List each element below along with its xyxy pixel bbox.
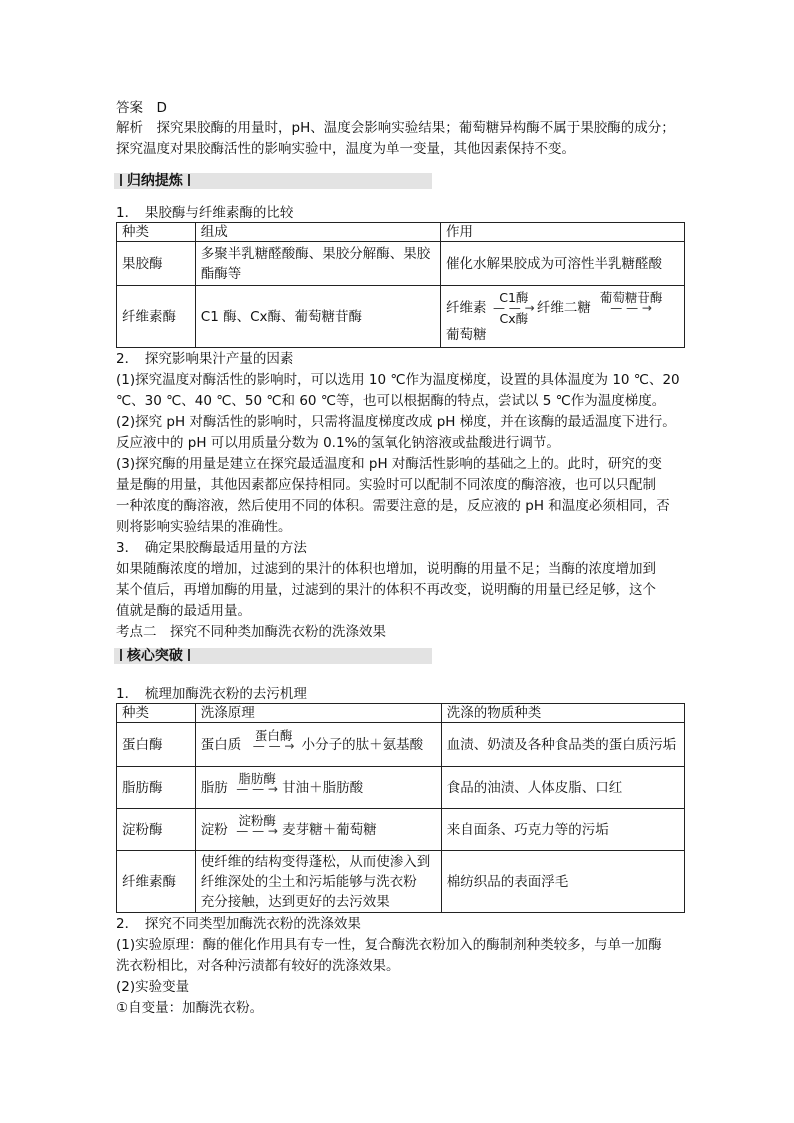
table-cell [441,286,685,348]
section-bar-icon [188,649,190,661]
arrow-label: 脂肪酶 [238,770,276,786]
arrow-label: C1酶 [499,289,529,305]
table-header-row [117,704,685,723]
analysis-line: 探究温度对果胶酶活性的影响实验中，温度为单一变量，其他因素保持不变。 [116,141,575,157]
arrow-label: Cx酶 [499,310,529,326]
reaction-term: 纤维二糖 [536,299,591,316]
item-title: 2． 探究不同类型加酶洗衣粉的洗涤效果 [116,916,361,932]
paragraph-line: 某个值后，再增加酶的用量，过滤到的果汁的体积不再改变，说明酶的用量已经足够，这个 [116,582,656,598]
paragraph-line: 则将影响实验结果的准确性。 [116,519,292,535]
reaction-term: 葡萄糖 [446,326,487,343]
item-title: 3． 确定果胶酶最适用量的方法 [116,540,307,556]
section-bar-icon [188,174,190,186]
table-cell: 蛋白酶 [117,723,196,767]
arrow-icon: — — → [492,300,535,315]
arrow-label: 淀粉酶 [238,812,276,828]
table-cell: 淀粉酶 [117,809,196,851]
table-header-cell: 洗涤原理 [195,704,441,723]
table-cell [195,809,441,851]
arrow-icon: — — → [236,781,278,796]
paragraph-line: (2)实验变量 [116,979,190,995]
arrow-icon: — — → [236,823,278,838]
arrow-icon: — — → [252,738,295,753]
paragraph-line: (1)探究温度对酶活性的影响时，可以选用 10 ℃作为温度梯度，设置的具体温度为 10 ℃、20 [116,372,680,388]
item-title: 1． 果胶酶与纤维素酶的比较 [116,205,294,221]
section-title: 核心突破 [126,648,183,664]
section-header-summary [114,173,432,189]
arrow-icon: — — → [610,300,652,315]
table-cell: 食品的油渍、人体皮脂、口红 [441,767,684,809]
paragraph-line: (1)实验原理：酶的催化作用具有专一性，复合酶洗衣粉加入的酶制剂种类较多，与单一加酶 [116,937,662,953]
table-cell: 催化水解果胶成为可溶性半乳糖醛酸 [441,242,685,286]
paragraph-line: 一种浓度的酶溶液，然后使用不同的体积。需要注意的是，反应液的 pH 和温度必须相同，否 [116,498,670,514]
cell-text: 多聚半乳糖醛酸酶、果胶分解酶、果胶 [200,245,431,262]
table-header-cell: 洗涤的物质种类 [441,704,684,723]
reaction-term: 脂肪 [200,779,228,796]
paragraph-line: (2)探究 pH 对酶活性的影响时，只需将温度梯度改成 pH 梯度，并在该酶的最适温度下进行。 [116,414,676,430]
table-header-cell: 作用 [441,223,685,242]
paragraph-line: (3)探究酶的用量是建立在探究最适温度和 pH 对酶活性影响的基础之上的。此时，研究的变 [116,456,662,472]
reaction-term: 麦芽糖＋葡萄糖 [282,821,377,838]
reaction-arrow [232,770,282,796]
table-header-cell: 组成 [195,223,440,242]
table-header-row [117,223,685,242]
cell-text: 使纤维的结构变得蓬松，从而使渗入到 [200,853,431,870]
arrow-label: 葡萄糖苷酶 [599,289,663,305]
paragraph-line: ℃、30 ℃、40 ℃、50 ℃和 60 ℃等，也可以根据酶的特点，尝试以 5 ℃作为温度梯度。 [116,393,666,409]
table-row [117,851,685,913]
item-title: 1． 梳理加酶洗衣粉的去污机理 [116,686,307,702]
detergent-mechanism-table [116,703,685,913]
point-heading: 考点二 探究不同种类加酶洗衣粉的洗涤效果 [116,624,386,640]
section-header-core [114,648,432,664]
table-row [117,242,685,286]
table-header-cell: 种类 [117,223,196,242]
table-cell: 纤维素酶 [117,851,196,913]
cell-text: 纤维深处的尘土和污垢能够与洗衣粉 [200,873,417,890]
cell-text: 充分接触，达到更好的去污效果 [200,893,390,910]
table-row [117,723,685,767]
table-cell: C1 酶、Cx酶、葡萄糖苷酶 [195,286,440,348]
reaction-term: 小分子的肽＋氨基酸 [301,736,424,753]
table-cell: 纤维素酶 [117,286,196,348]
arrow-label: 蛋白酶 [254,727,293,743]
paragraph-line: 量是酶的用量，其他因素都应保持相同。实验时可以配制不同浓度的酶溶液，也可以只配制 [116,477,656,493]
cell-text: 酯酶等 [200,265,242,282]
analysis-line: 解析 探究果胶酶的用量时，pH、温度会影响实验结果；葡萄糖异构酶不属于果胶酶的成分； [116,120,675,136]
section-title: 归纳提炼 [126,173,183,189]
table-cell [195,242,440,286]
paragraph-line: 洗衣粉相比，对各种污渍都有较好的洗涤效果。 [116,958,400,974]
paragraph-line: ①自变量：加酶洗衣粉。 [116,1000,264,1016]
reaction-arrow [246,727,302,753]
reaction-arrow [491,291,537,325]
table-header-cell: 种类 [117,704,196,723]
table-cell: 棉纺织品的表面浮毛 [441,851,684,913]
enzyme-comparison-table [116,222,685,348]
item-title: 2． 探究影响果汁产量的因素 [116,351,294,367]
reaction-term: 甘油＋脂肪酸 [282,779,364,796]
table-cell [195,723,441,767]
reaction-term: 蛋白质 [200,736,242,753]
reaction-term: 纤维素 [446,299,487,316]
table-cell [195,851,441,913]
section-bar-icon [120,649,122,661]
table-cell: 来自面条、巧克力等的污垢 [441,809,684,851]
section-bar-icon [120,174,122,186]
table-row [117,809,685,851]
answer-label: 答案 D [116,100,167,116]
paragraph-line: 反应液中的 pH 可以用质量分数为 0.1%的氢氧化钠溶液或盐酸进行调节。 [116,435,560,451]
reaction-arrow [232,812,282,838]
paragraph-line: 如果随酶浓度的增加，过滤到的果汁的体积也增加，说明酶的用量不足；当酶的浓度增加到 [116,561,656,577]
table-cell: 脂肪酶 [117,767,196,809]
reaction-term: 淀粉 [200,821,228,838]
table-cell: 血渍、奶渍及各种食品类的蛋白质污垢 [441,723,684,767]
table-row [117,767,685,809]
reaction-arrow [595,289,667,315]
paragraph-line: 值就是酶的最适用量。 [116,603,251,619]
reaction-chain [446,291,679,325]
table-row [117,286,685,348]
table-cell: 果胶酶 [117,242,196,286]
table-cell [195,767,441,809]
